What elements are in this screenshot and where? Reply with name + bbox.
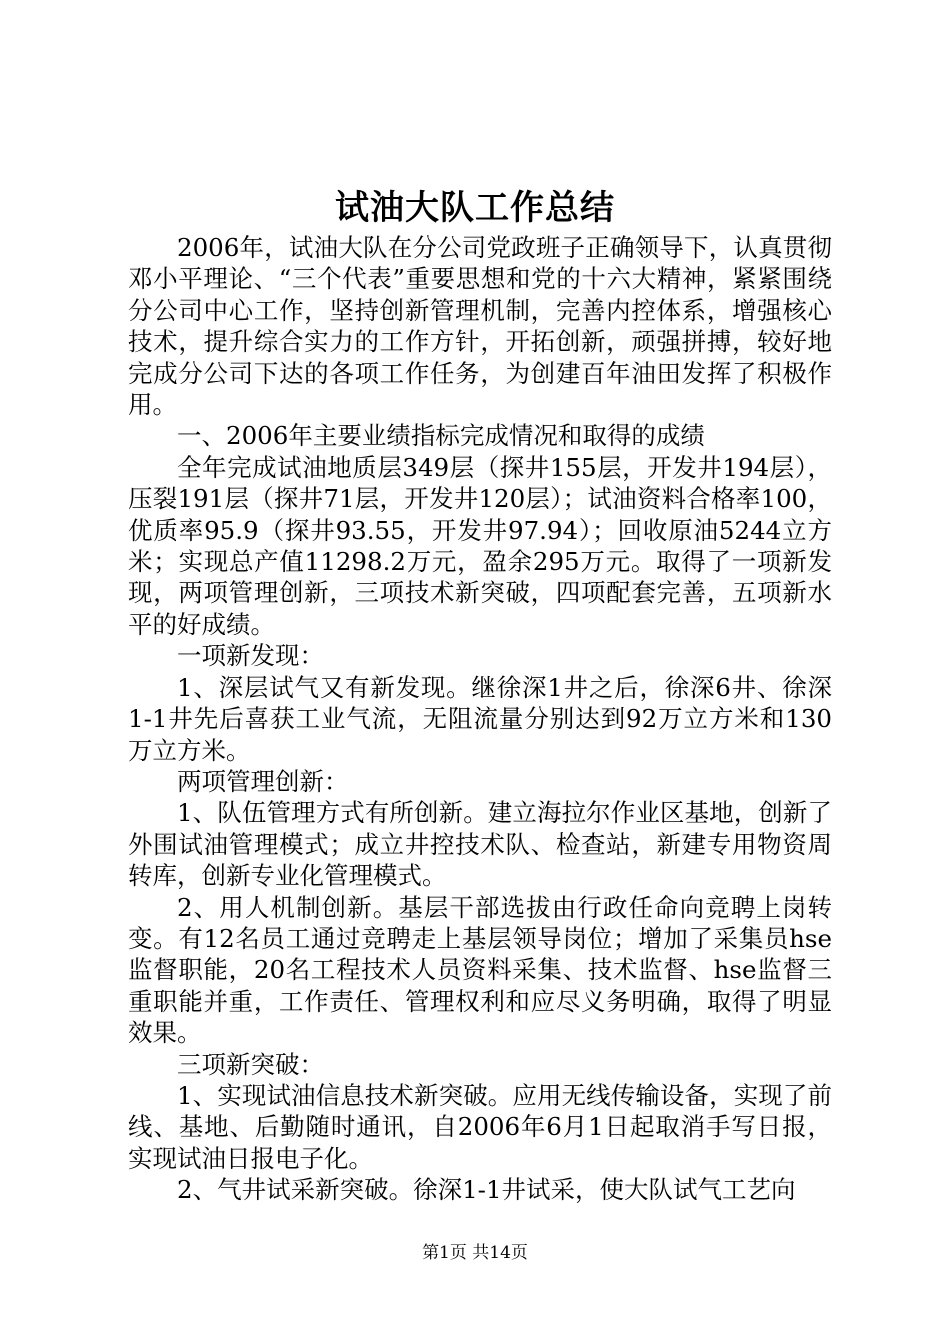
- paragraph-discovery-1: 1、深层试气又有新发现。继徐深1井之后，徐深6井、徐深1-1井先后喜获工业气流，无阻流量分别达到92万立方米和130万立方米。: [128, 672, 832, 765]
- paragraph-breakthrough-1: 1、实现试油信息技术新突破。应用无线传输设备，实现了前线、基地、后勤随时通讯，自2006年6月1日起取消手写日报，实现试油日报电子化。: [128, 1080, 832, 1173]
- paragraph-innovation-2: 2、用人机制创新。基层干部选拔由行政任命向竞聘上岗转变。有12名员工通过竞聘走上基层领导岗位；增加了采集员hse监督职能，20名工程技术人员资料采集、技术监督、hse监督三重职能并重，工作责任、管理权利和应尽义务明确，取得了明显效果。: [128, 892, 832, 1048]
- paragraph-innovation-1: 1、队伍管理方式有所创新。建立海拉尔作业区基地，创新了外围试油管理模式；成立井控技术队、检查站，新建专用物资周转库，创新专业化管理模式。: [128, 798, 832, 891]
- page-number-footer: 第1页 共14页: [422, 1243, 528, 1263]
- paragraph-breakthrough-2: 2、气井试采新突破。徐深1-1井试采，使大队试气工艺向: [177, 1175, 796, 1205]
- document-title: 试油大队工作总结: [335, 188, 615, 228]
- subheading-management-innovation: 两项管理创新：: [177, 766, 349, 796]
- subheading-new-discovery: 一项新发现：: [177, 641, 324, 671]
- paragraph-intro: 2006年，试油大队在分公司党政班子正确领导下，认真贯彻邓小平理论、“三个代表”重要思想和党的十六大精神，紧紧围绕分公司中心工作，坚持创新管理机制，完善内控体系，增强核心技术，提升综合实力的工作方针，开拓创新，顽强拼搏，较好地完成分公司下达的各项工作任务，为创建百年油田发挥了积极作用。: [128, 233, 832, 420]
- paragraph-annual-results: 全年完成试油地质层349层（探井155层，开发井194层），压裂191层（探井71层，开发井120层）；试油资料合格率100，优质率95.9（探井93.55，开发井97.94）；回收原油5244立方米；实现总产值11298.2万元，盈余295万元。取得了一项新发现，两项管理创新，三项技术新突破，四项配套完善，五项新水平的好成绩。: [128, 452, 832, 639]
- section-heading-achievements: 一、2006年主要业绩指标完成情况和取得的成绩: [177, 421, 705, 451]
- subheading-breakthroughs: 三项新突破：: [177, 1049, 324, 1079]
- document-body: [128, 232, 832, 1206]
